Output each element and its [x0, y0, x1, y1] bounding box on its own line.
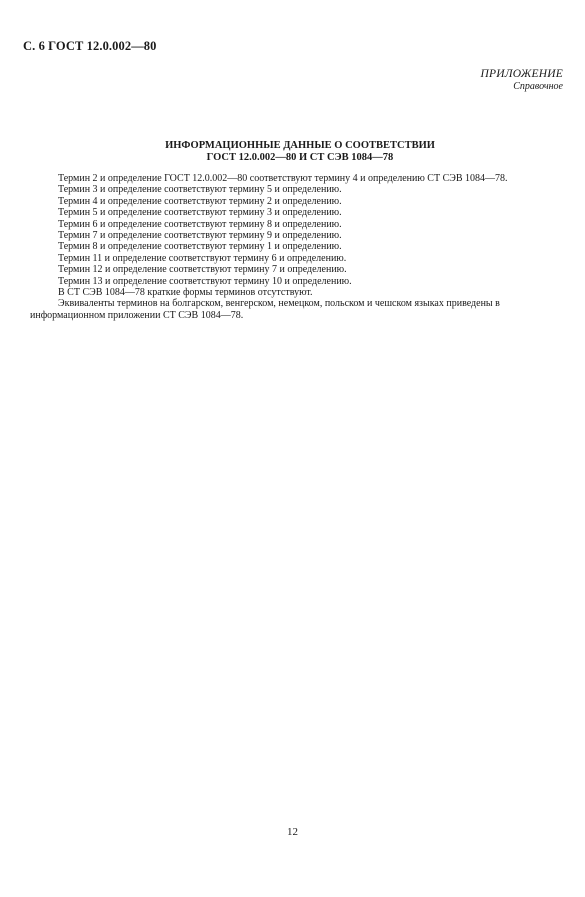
section-title: [0, 140, 585, 163]
section-title-line-2: ГОСТ 12.0.002—80 И СТ СЭВ 1084—78: [206, 151, 394, 163]
paragraph: Термин 11 и определение соответствуют термину 6 и определению.: [58, 252, 347, 264]
paragraph: Термин 4 и определение соответствуют термину 2 и определению.: [58, 195, 342, 207]
page-number: 12: [287, 826, 298, 838]
paragraph: Термин 12 и определение соответствуют термину 7 и определению.: [58, 264, 347, 276]
paragraph: Эквиваленты терминов на болгарском, венгерском, немецком, польском и чешском языках приведены в информационном приложении СТ СЭВ 1084—78.: [30, 298, 500, 321]
paragraph: Термин 3 и определение соответствуют термину 5 и определению.: [58, 184, 342, 196]
page-header: С. 6 ГОСТ 12.0.002—80: [23, 39, 157, 53]
paragraph: Термин 13 и определение соответствуют термину 10 и определению.: [58, 275, 352, 287]
appendix-subtitle: Справочное: [513, 81, 563, 92]
paragraph: Термин 8 и определение соответствуют термину 1 и определению.: [58, 241, 342, 253]
body-text: [30, 173, 562, 321]
appendix-title: ПРИЛОЖЕНИЕ: [480, 68, 563, 80]
appendix-label: [481, 68, 563, 93]
section-title-line-1: ИНФОРМАЦИОННЫЕ ДАННЫЕ О СООТВЕТСТВИИ: [165, 140, 435, 151]
paragraph: Термин 6 и определение соответствуют термину 8 и определению.: [58, 218, 342, 230]
paragraph: Термин 5 и определение соответствуют термину 3 и определению.: [58, 207, 342, 219]
paragraph: Термин 2 и определение ГОСТ 12.0.002—80 соответствуют термину 4 и определению СТ СЭВ 1084—78.: [58, 173, 508, 184]
paragraph: В СТ СЭВ 1084—78 краткие формы терминов отсутствуют.: [58, 287, 313, 299]
paragraph: Термин 7 и определение соответствуют термину 9 и определению.: [58, 230, 342, 242]
